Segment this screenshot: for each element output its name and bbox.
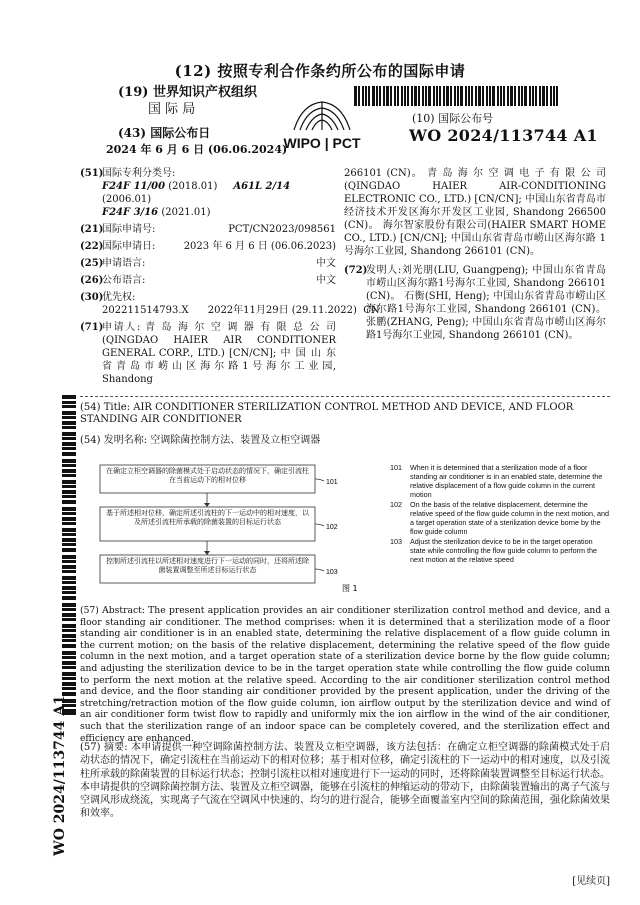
applicant-label: 申请人:: [102, 322, 141, 333]
filing-date-value: 2023 年 6 月 6 日 (06.06.2023): [183, 241, 336, 252]
document-title: (12) 按照专利合作条约所公布的国际申请: [174, 62, 466, 80]
org-sub: 国 际 局: [148, 102, 196, 117]
flow-box-3-text: 控制所述引流柱以所述相对速度进行下一运动的同时，还将所述除菌装置调整至所述目标运行状态: [106, 557, 309, 574]
applicant-cont: 266101 (CN)。 青 岛 海 尔 空 调 电 子 有 限 公 司 (QINGDAO HAIER AIR-CONDITIONING ELECTRONIC CO., LTD.) [CN/CN]; 中国山东省青岛市经济技术开发区海尔开发区工业园, Shandong 266500 (CN)。 海尔智家股份有限公司(HAIER SMART HOME CO., LTD.) [CN/CN]; 中国山东省青岛市崂山区海尔路 1 号海尔工业园, Shandong 266101 (CN)。: [344, 168, 606, 257]
pub-lang-value: 中文: [316, 275, 336, 286]
legend-item: 101 When it is determined that a sterilization mode of a floor standing air conditioner is in an enabled state, determine the relative displacement of a flow guide column in the current motion: [390, 463, 603, 499]
flow-box-1-text: 在确定立柜空调器的除菌模式处于启动状态的情况下，确定引流柱在当前运动下的相对位移: [106, 467, 309, 484]
side-barcode: [62, 395, 76, 715]
flow-box-2-text: 基于所述相对位移，确定所述引流柱的下一运动中的相对速度，以及所述引流柱所承载的除菌装置的目标运行状态: [106, 509, 309, 526]
pub-lang-label: 公布语言:: [102, 275, 146, 286]
legend-item: 103 Adjust the sterilization device to be in the target operation state while controlling the flow guide column to perform the next motion at the relative speed: [390, 537, 597, 564]
barcode: [354, 86, 558, 106]
filing-lang-value: 中文: [316, 258, 336, 269]
priority-row: (30) 优先权: 202211514793.X 2022年11月29日 (29.11.2022) CN: [80, 292, 380, 316]
app-no-row: (21) 国际申请号: PCT/CN2023/098561: [80, 224, 336, 235]
ipc-1-year: (2018.01): [168, 181, 218, 192]
ref-102: 102: [326, 524, 338, 531]
priority-value: 202211514793.X 2022年11月29日 (29.11.2022) CN: [102, 305, 380, 316]
applicant-value: 青 岛 海 尔 空 调 器 有 限 总 公 司 (QINGDAO HAIER AIR CONDITIONER GENERAL CORP., LTD.) [CN/CN]; 中 国 山 东 省 青 岛 市 崂 山 区 海 尔 路 1 号 海 尔 工 业 园, Shandong: [102, 322, 336, 385]
filing-date-label: 国际申请日:: [102, 241, 156, 252]
org-code: (19): [118, 85, 149, 100]
title-en: (54) Title: AIR CONDITIONER STERILIZATION CONTROL METHOD AND DEVICE, AND FLOOR STANDING AIR CONDITIONER: [80, 402, 574, 425]
filing-lang-label: 申请语言:: [102, 258, 146, 269]
biblio-right: [344, 167, 606, 342]
filing-lang-row: (25) 申请语言: 中文: [80, 258, 336, 269]
app-no-label: 国际申请号:: [102, 224, 156, 235]
pub-no-value: WO 2024/113744 A1: [409, 126, 598, 145]
inventor-label: 发明人:: [366, 265, 402, 276]
priority-label: 优先权:: [102, 292, 136, 303]
org-name: 世界知识产权组织: [152, 85, 257, 100]
pub-date-value: 2024 年 6 月 6 日 (06.06.2024): [106, 143, 288, 156]
applicant-row: (71) 申请人: 青 岛 海 尔 空 调 器 有 限 总 公 司 (QINGDAO HAIER AIR CONDITIONER GENERAL CORP., LTD.) [CN/CN]; 中 国 山 东 省 青 岛 市 崂 山 区 海 尔 路 1 号 海 尔 工 业 园, Shandong: [80, 322, 336, 385]
organization-name: [118, 84, 257, 118]
inventor-row: (72) 发明人:刘光朋(LIU, Guangpeng); 中国山东省青岛市崂山区海尔路1号海尔工业园, Shandong 266101 (CN)。 石衡(SHI, Heng); 中国山东省青岛市崂山区海尔路1号海尔工业园, Shandong 266101 (CN)。 张鹏(ZHANG, Peng); 中国山东省青岛市崂山区海尔路1号海尔工业园, Shandong 266101 (CN)。: [344, 265, 607, 341]
abstract-en: (57) Abstract: The present application provides an air conditioner sterilization control method and device, and a floor standing air conditioner. The method comprises: when it is determined that a sterilization mode of a floor standing air conditioner is in an enabled state, determining the relative displacement of a flow guide column in the current motion; on the basis of the relative displacement, determining the relative speed of the flow guide column in the next motion, and a target operation state of a sterilization device borne by the flow guide column; and adjusting the sterilization device to be in the target operation state while controlling the flow guide column to perform the next motion at the relative speed. According to the air conditioner sterilization control method and device, and the floor standing air conditioner provided by the present application, under the driving of the stretching/retraction motion of the flow guide column, ion airflow output by the sterilization device and wind of an air conditioner form twist flow to rapidly and uniformly mix the ion airflow in the wind of the air conditioner, such that the sterilization range of an indoor space can be completely covered, and the sterilization effect and efficiency are enhanced.: [80, 605, 610, 744]
ipc-2: A61L 2/14: [233, 181, 291, 192]
divider-top: [80, 396, 610, 397]
legend-item: 102 On the basis of the relative displacement, determine the relative speed of the flow guide column in the next motion, and a target operation state of a sterilization device borne by the flow guide column: [390, 500, 609, 536]
ipc-label: 国际专利分类号:: [102, 168, 176, 179]
ref-101: 101: [326, 479, 338, 486]
biblio-left: [80, 167, 380, 390]
abstract-cn: (57) 摘要: 本申请提供一种空调除菌控制方法、装置及立柜空调器，该方法包括：在确定立柜空调器的除菌模式处于启动状态的情况下，确定引流柱在当前运动下的相对位移；基于相对位移，确定引流柱的下一运动中的相对速度，以及引流柱所承载的除菌装置的目标运行状态；控制引流柱以相对速度进行下一运动的同时，还将除菌装置调整至目标运行状态。本申请提供的空调除菌控制方法、装置及立柜空调器，能够在引流柱的伸缩运动的带动下，由除菌装置输出的离子气流与空调风形成绕流，实现离子气流在空调风中快速的、均匀的进行混合，能够全面覆盖室内空间的除菌范围，强化除菌效果和效率。: [80, 742, 610, 820]
ipc-1: F24F 11/00: [102, 181, 166, 192]
ref-103: 103: [326, 569, 338, 576]
side-pub-number: WO 2024/113744 A1: [52, 695, 68, 856]
figure-caption: 图 1: [342, 584, 358, 593]
pub-lang-row: (26) 公布语言: 中文: [80, 275, 336, 286]
title-cn: (54) 发明名称: 空调除菌控制方法、装置及立柜空调器: [80, 435, 321, 446]
app-no-value: PCT/CN2023/098561: [228, 224, 336, 235]
logo-text: WIPO | PCT: [283, 135, 361, 151]
filing-date-row: (22) 国际申请日: 2023 年 6 月 6 日 (06.06.2023): [80, 241, 336, 252]
ipc-3-year: (2021.01): [161, 207, 211, 218]
ipc-3: F24F 3/16: [102, 207, 159, 218]
pub-no-label: (10) 国际公布号: [412, 112, 494, 125]
flowchart-figure: [80, 455, 390, 605]
wipo-logo: [272, 98, 372, 158]
ipc-row: (51) 国际专利分类号: F24F 11/00 (2018.01) A61L 2/14 (2006.01) F24F 3/16 (2021.01): [80, 167, 336, 219]
pub-date-label: (43) 国际公布日: [118, 126, 211, 140]
figure-legend: [390, 463, 610, 565]
inventor-value: 刘光朋(LIU, Guangpeng); 中国山东省青岛市崂山区海尔路1号海尔工业园, Shandong 266101 (CN)。 石衡(SHI, Heng); 中国山东省青岛市崂山区海尔路1号海尔工业园, Shandong 266101 (CN)。 张鹏(ZHANG, Peng); 中国山东省青岛市崂山区海尔路1号海尔工业园, Shandong 266101 (CN)。: [366, 265, 607, 341]
ipc-2-year: (2006.01): [102, 194, 152, 205]
continued-note: [见续页]: [572, 876, 610, 887]
